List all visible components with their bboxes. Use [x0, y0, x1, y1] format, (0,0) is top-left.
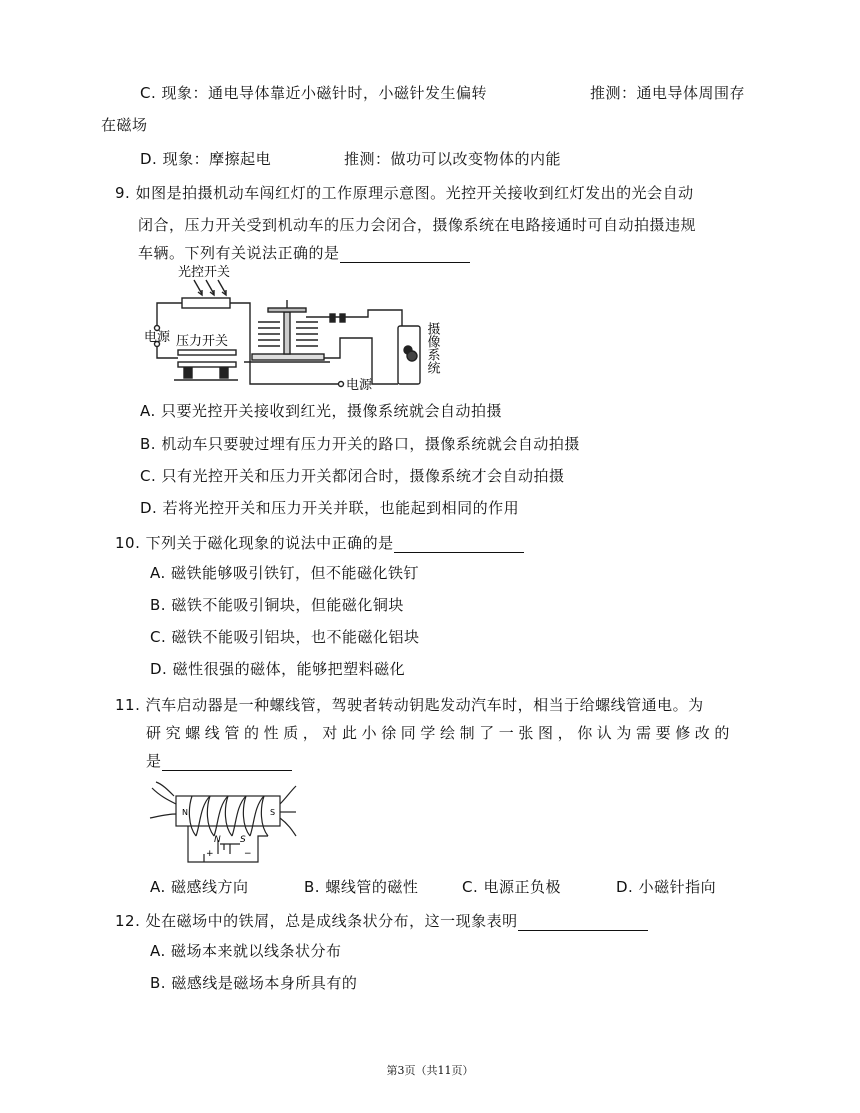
q11-option-c[interactable]: C. 电源正负极: [462, 878, 562, 896]
solenoid-n-label: N: [182, 808, 188, 817]
q11-option-b[interactable]: B. 螺线管的磁性: [304, 878, 419, 896]
needle-n-label: N: [214, 835, 221, 845]
q9-stem-text: 车辆。下列有关说法正确的是: [138, 244, 340, 262]
q10-stem: [115, 532, 524, 553]
bottom-power-label: 电源: [346, 378, 373, 390]
q9-option-b[interactable]: B. 机动车只要驶过埋有压力开关的路口，摄像系统就会自动拍摄: [140, 435, 580, 453]
q12-stem-text: 12. 处在磁场中的铁屑，总是成线条状分布，这一现象表明: [115, 912, 518, 930]
q12-option-a[interactable]: A. 磁场本来就以线条状分布: [150, 942, 342, 960]
needle-s-label: S: [240, 835, 246, 845]
left-power-label: 电源: [144, 330, 171, 345]
page-footer: 第3页（共11页）: [386, 1064, 474, 1077]
battery-plus-label: +: [206, 849, 214, 859]
q9-stem-line1: 9. 如图是拍摄机动车闯红灯的工作原理示意图。光控开关接收到红灯发出的光会自动: [115, 184, 694, 202]
light-switch-resistor: [182, 298, 230, 308]
q11-stem-line3: [146, 750, 292, 771]
q11-stem-text: 是: [146, 752, 162, 770]
q11-solenoid-figure: [148, 778, 298, 866]
q12-answer-blank[interactable]: [518, 913, 648, 931]
q9-answer-blank[interactable]: [340, 245, 470, 263]
q10-option-a[interactable]: A. 磁铁能够吸引铁钉，但不能磁化铁钉: [150, 564, 420, 582]
q9-option-d[interactable]: D. 若将光控开关和压力开关并联，也能起到相同的作用: [140, 499, 520, 517]
q8-option-c-continued: 在磁场: [101, 116, 148, 134]
q9-option-a[interactable]: A. 只要光控开关接收到红光，摄像系统就会自动拍摄: [140, 402, 503, 420]
q8-option-c-phenomenon: C. 现象：通电导体靠近小磁针时，小磁针发生偏转: [140, 84, 488, 102]
q8-option-c-inference: 推测：通电导体周围存: [590, 84, 746, 102]
q11-answer-blank[interactable]: [162, 753, 292, 771]
q11-stem-line2: 研究螺线管的性质，对此小徐同学绘制了一张图，你认为需要修改的: [146, 724, 735, 742]
q11-option-d[interactable]: D. 小磁针指向: [616, 878, 717, 896]
light-switch-label: 光控开关: [178, 265, 231, 280]
pressure-switch-label: 压力开关: [176, 334, 229, 349]
camera-system-label: 摄像系统: [424, 322, 440, 374]
q10-option-b[interactable]: B. 磁铁不能吸引铜块，但能磁化铜块: [150, 596, 404, 614]
solenoid-s-label: S: [270, 808, 276, 817]
q8-option-d-phenomenon: D. 现象：摩擦起电: [140, 150, 272, 168]
q9-circuit-figure: [140, 262, 450, 390]
q11-option-a[interactable]: A. 磁感线方向: [150, 878, 249, 896]
q8-option-c: [140, 82, 487, 103]
q9-stem-line3: [138, 242, 470, 263]
q11-stem-line1: 11. 汽车启动器是一种螺线管，驾驶者转动钥匙发动汽车时，相当于给螺线管通电。为: [115, 696, 704, 714]
solenoid-core: [176, 796, 280, 826]
q10-option-d[interactable]: D. 磁性很强的磁体，能够把塑料磁化: [150, 660, 406, 678]
q12-option-b[interactable]: B. 磁感线是磁场本身所具有的: [150, 974, 358, 992]
q8-option-d-inference: 推测：做功可以改变物体的内能: [344, 150, 562, 168]
q9-stem-line2: 闭合，压力开关受到机动车的压力会闭合，摄像系统在电路接通时可自动拍摄违规: [138, 216, 697, 234]
q12-stem: [115, 910, 648, 931]
q10-answer-blank[interactable]: [394, 535, 524, 553]
q10-stem-text: 10. 下列关于磁化现象的说法中正确的是: [115, 534, 394, 552]
q10-option-c[interactable]: C. 磁铁不能吸引铝块，也不能磁化铝块: [150, 628, 420, 646]
battery-minus-label: −: [244, 849, 252, 859]
q9-option-c[interactable]: C. 只有光控开关和压力开关都闭合时，摄像系统才会自动拍摄: [140, 467, 565, 485]
